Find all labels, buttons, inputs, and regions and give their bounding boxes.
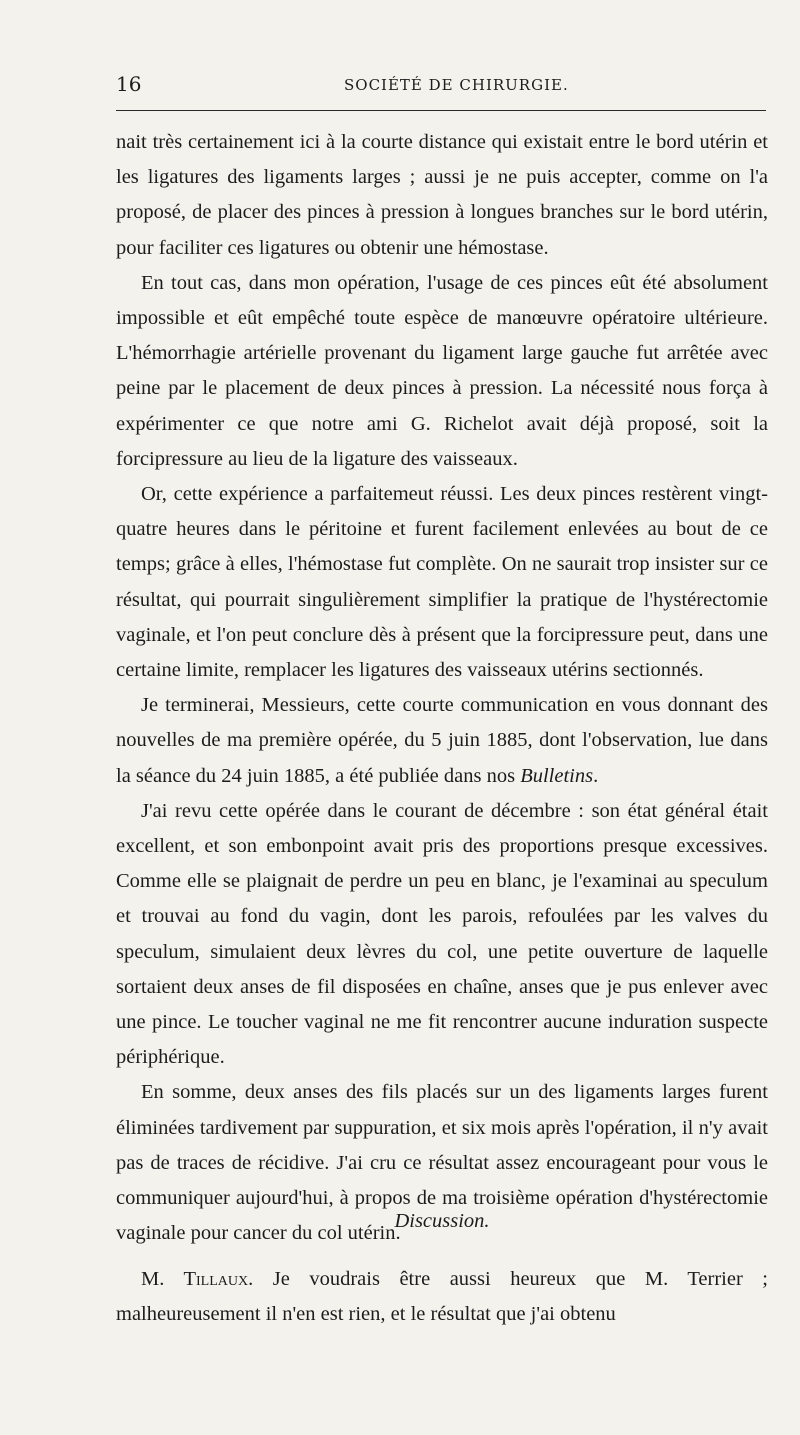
paragraph-4 [116,688,768,794]
paragraph-5: J'ai revu cette opérée dans le courant de décembre : son état général était excellent, et son embonpoint avait pris des proportions presque excessives. Comme elle se plaignait de perdre un peu en blanc, je l'examinai au speculum et trouvai au fond du vagin, dont les parois, refoulées par les valves du speculum, simulaient deux lèvres du col, une petite ouverture de laquelle sortaient deux anses de fil disposées en chaîne, anses que je pus enlever avec une pince. Le toucher vaginal ne me fit rencontrer aucune induration suspecte périphérique. [116,799,768,1069]
paragraph-3: Or, cette expérience a parfaitemeut réussi. Les deux pinces restèrent vingt-quatre heures dans le péritoine et furent facilement enlevées au bout de ce temps; grâce à elles, l'hémostase fut complète. On ne saurait trop insister sur ce résultat, qui pourrait singulièrement simplifier la pratique de l'hystérectomie vaginale, et l'on peut conclure dès à présent que la forcipressure peut, dans une certaine limite, remplacer les ligatures des vaisseaux utérins sectionnés. [116,483,768,682]
discussion-heading: Discussion. [394,1210,490,1232]
paragraph-2: En tout cas, dans mon opération, l'usage de ces pinces eût été absolument impossible et eût empêché toute espèce de manœuvre opératoire ultérieure. L'hémorrhagie artérielle provenant du ligament large gauche fut arrêtée avec peine par le placement de deux pinces à pression. La nécessité nous força à expérimenter ce que notre ami G. Richelot avait déjà proposé, soit la forcipressure au lieu de la ligature des vaisseaux. [116,271,768,470]
paragraph-4-text: Je terminerai, Messieurs, cette courte communication en vous donnant des nouvelles de ma première opérée, du 5 juin 1885, dont l'observation, lue dans la séance du 24 juin 1885, a été publiée dans nos [116,694,768,787]
discussion-body: Je voudrais être aussi heureux que M. Terrier ; malheureusement il n'en est rien, et le résultat que j'ai obtenu [116,1268,769,1326]
page-number: 16 [116,72,142,96]
discussion-text [116,1262,768,1332]
paragraph-6: En somme, deux anses des fils placés sur un des ligaments larges furent éliminées tardivement par suppuration, et six mois après l'opération, il n'y avait pas de traces de récidive. J'ai cru ce résultat assez encourageant pour vous le communiquer aujourd'hui, à propos de ma troisième opération d'hystérectomie vaginale pour cancer du col utérin. [116,1081,768,1245]
running-head [116,72,766,100]
discussion-paragraph [116,1262,768,1332]
bulletins-italic: Bulletins [520,764,594,787]
header-rule [116,110,766,111]
paragraph-1: nait très certainement ici à la courte distance qui existait entre le bord utérin et les ligatures des ligaments larges ; aussi je ne puis accepter, comme on l'a proposé, de placer des pinces à pression à longues branches sur le bord utérin, pour faciliter ces ligatures ou obtenir une hémostase. [116,131,768,259]
body-text [116,125,768,1252]
paragraph-4-end: . [593,764,599,787]
speaker-name: M. Tillaux. [141,1268,254,1290]
journal-title: SOCIÉTÉ DE CHIRURGIE. [344,76,569,94]
